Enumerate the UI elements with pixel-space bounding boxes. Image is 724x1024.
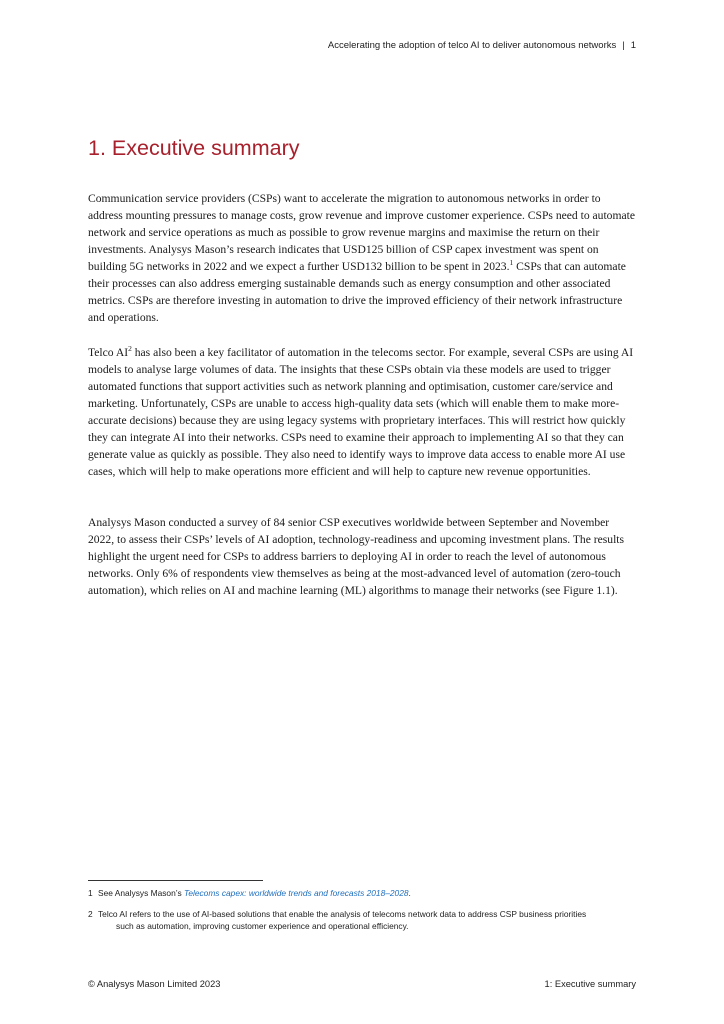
paragraph-3 — [88, 514, 636, 599]
paragraph-1 — [88, 190, 636, 326]
paragraph-1-text: Communication service providers (CSPs) want to accelerate the migration to autonomous networks in order to address mounting pressures to manage costs, grow revenue and improve customer experience. CSPs need to automate network and service operations as much as possible to grow revenue margins and maximise the return on their investments. Analysys Mason’s research indicates that USD125 billion of CSP capex investment was spent on building 5G networks in 2022 and we expect a further USD132 billion to be spent in 2023. — [88, 192, 636, 273]
footer-section-label: 1: Executive summary — [544, 979, 636, 989]
footnote-2-line2: such as automation, improving customer experience and operational efficiency. — [116, 921, 409, 931]
footnote-ref-2[interactable]: 2 — [128, 344, 132, 354]
paragraph-3-text: Analysys Mason conducted a survey of 84 senior CSP executives worldwide between September and November 2022, to assess their CSPs’ levels of AI adoption, technology-readiness and upcoming investment plans. The results highlight the urgent need for CSPs to address barriers to deploying AI in order to reach the level of autonomous networks. Only 6% of respondents view themselves as being at the most-advanced level of automation (zero-touch automation), which relies on AI and machine learning (ML) algorithms to manage their networks (see Figure 1.1). — [88, 516, 625, 597]
section-title: 1. Executive summary — [88, 136, 300, 160]
footnote-1 — [88, 888, 648, 898]
page-footer — [88, 979, 636, 989]
paragraph-1-text-cont: CSPs that can automate their processes can also address emerging sustainable demands such as energy consumption and other associated metrics. CSPs are therefore investing in automation to drive the improved efficiency of their network infrastructure and operations. — [88, 260, 626, 324]
footnote-2-number: 2 — [88, 909, 93, 919]
footnote-2 — [88, 909, 648, 931]
header-separator: | — [622, 40, 625, 51]
footnote-2-line1: Telco AI refers to the use of AI-based solutions that enable the analysis of telecoms network data to address CSP business priorities — [98, 909, 587, 919]
paragraph-2-text-cont: has also been a key facilitator of automation in the telecoms sector. For example, several CSPs are using AI models to analyse large volumes of data. The insights that these CSPs obtain via these models are used to trigger automated functions that support activities such as network planning and optimisation, customer care/service and marketing. Unfortunately, CSPs are unable to access high-quality data sets (which will enable them to make more-accurate decisions) because they are using legacy systems with proprietary interfaces. This will restrict how quickly they can integrate AI into their networks. CSPs need to examine their approach to implementing AI so that they can generate value as quickly as possible. They also need to identify ways to improve data access to enable more AI use cases, which will help to make operations more efficient and will help to capture new revenue opportunities. — [88, 346, 634, 478]
running-header — [328, 40, 636, 51]
footnote-divider — [88, 880, 263, 881]
footnote-1-number: 1 — [88, 888, 93, 898]
footnote-ref-1[interactable]: 1 — [509, 258, 514, 268]
footer-copyright: © Analysys Mason Limited 2023 — [88, 979, 221, 989]
paragraph-2-text: Telco AI — [88, 346, 129, 359]
footnote-1-link[interactable]: Telecoms capex: worldwide trends and forecasts 2018–2028 — [183, 888, 409, 898]
footnote-1-suffix: . — [408, 888, 411, 898]
footnote-1-prefix: See Analysys Mason’s — [98, 888, 184, 898]
running-title: Accelerating the adoption of telco AI to deliver autonomous networks — [327, 40, 617, 51]
paragraph-2 — [88, 344, 636, 480]
page-number: 1 — [630, 40, 636, 51]
